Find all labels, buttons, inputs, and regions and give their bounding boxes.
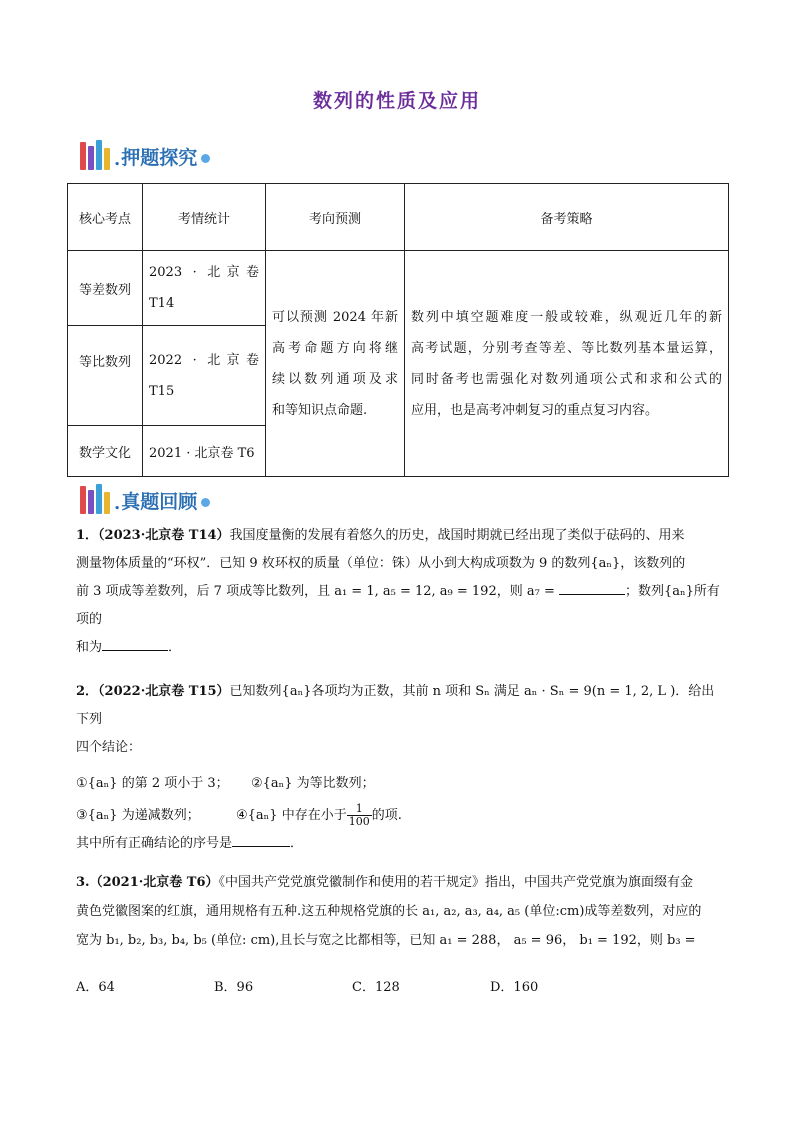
option-a[interactable]: A．64 [76, 980, 115, 995]
fraction [347, 803, 372, 828]
question-source: （2021·北京卷 T6） [89, 875, 219, 890]
question-text: 四个结论： [76, 740, 142, 755]
stat-cell: 2021 · 北京卷 T6 [143, 426, 266, 477]
header-cell: 考向预测 [266, 184, 405, 251]
prediction-line: 和等知识点命题. [272, 402, 368, 418]
conclusion-4-end: 的项. [371, 808, 402, 823]
question-text: 已知数列{aₙ}各项均为正数，其前 n 项和 Sₙ 满足 aₙ · Sₙ = 9(n = 1, 2, L )．给出下列 [76, 684, 715, 727]
question-3 [76, 868, 722, 955]
prediction-line: 高考命题方向将继 [272, 340, 398, 356]
conclusion-2: ②{aₙ} 为等比数列； [250, 776, 375, 791]
stat-line: T15 [149, 383, 175, 399]
option-c[interactable]: C．128 [352, 980, 400, 995]
question-text: 其中所有正确结论的序号是 [76, 836, 233, 851]
table-row [68, 251, 729, 326]
section-header-predict: . 押题探究 [80, 136, 210, 170]
section-label: 押题探究 [121, 147, 198, 169]
dot-icon [201, 498, 210, 507]
question-text: 和为 [76, 640, 103, 655]
answer-blank[interactable] [232, 832, 290, 847]
question-text: 宽为 b₁, b₂, b₃, b₄, b₅ (单位: cm),且长与宽之比都相等，已知 a₁ = 288， a₅ = 96， b₁ = 192，则 b₃ = [76, 933, 696, 948]
fraction-numerator: 1 [347, 803, 372, 816]
conclusion-4: ④{aₙ} 中存在小于 [236, 808, 347, 823]
answer-blank[interactable] [559, 580, 625, 595]
question-2 [76, 678, 722, 858]
strategy-line: 高考试题，分别考查等差、等比数列基本量运算， [411, 340, 722, 356]
stat-line: 2022 · 北京卷 [149, 352, 259, 368]
books-icon [80, 484, 110, 514]
topic-cell: 等比数列 [68, 326, 143, 426]
stat-line: 2023 · 北京卷 [149, 265, 259, 280]
section-label: 真题回顾 [121, 491, 198, 513]
stat-line: T14 [149, 296, 175, 311]
conclusion-3: ③{aₙ} 为递减数列； [76, 808, 200, 823]
question-1 [76, 522, 722, 662]
question-source: （2023·北京卷 T14） [98, 528, 230, 543]
header-cell: 考情统计 [143, 184, 266, 251]
prediction-line: 续以数列通项及求 [272, 371, 398, 387]
dot-icon [201, 154, 210, 163]
question-text: 黄色党徽图案的红旗，通用规格有五种.这五种规格党旗的长 a₁, a₂, a₃, a₄, a₅ (单位:cm)成等差数列，对应的 [76, 904, 702, 919]
strategy-line: 数列中填空题难度一般或较难，纵观近几年的新 [411, 309, 722, 325]
stat-cell [143, 251, 266, 326]
exam-analysis-table [67, 183, 729, 477]
section-header-review: . 真题回顾 [80, 480, 210, 514]
question-number: 2． [76, 684, 99, 699]
question-source: （2022·北京卷 T15） [98, 684, 230, 699]
question-number: 3. [76, 875, 90, 890]
prediction-cell [266, 251, 405, 477]
header-cell: 备考策略 [405, 184, 729, 251]
option-d[interactable]: D．160 [490, 980, 539, 995]
fraction-denominator: 100 [348, 815, 370, 828]
stat-cell [143, 326, 266, 426]
topic-cell: 等差数列 [68, 251, 143, 326]
prediction-line: 可以预测 2024 年新 [272, 309, 398, 325]
question-text: 我国度量衡的发展有着悠久的历史，战国时期就已经出现了类似于砝码的、用来 [229, 528, 685, 543]
strategy-line: 应用，也是高考冲刺复习的重点复习内容。 [411, 402, 659, 418]
topic-cell: 数学文化 [68, 426, 143, 477]
table-header-row [68, 184, 729, 251]
header-cell: 核心考点 [68, 184, 143, 251]
books-icon [80, 140, 110, 170]
question-text: ． [168, 640, 182, 655]
strategy-cell [405, 251, 729, 477]
conclusion-1: ①{aₙ} 的第 2 项小于 3； [76, 776, 229, 791]
question-text: 测量物体质量的“环权”．已知 9 枚环权的质量（单位：铢）从小到大构成项数为 9 的数列{aₙ}，该数列的 [76, 556, 686, 571]
answer-blank[interactable] [102, 636, 168, 651]
page-title: 数列的性质及应用 [312, 90, 481, 112]
question-text: 前 3 项成等差数列，后 7 项成等比数列，且 a₁ = 1, a₅ = 12, a₉ = 192，则 a₇ = [76, 584, 559, 599]
question-text: ． [290, 836, 304, 851]
strategy-line: 同时备考也需强化对数列通项公式和求和公式的 [411, 371, 722, 387]
question-text: ；数列{aₙ}所有项的 [76, 584, 720, 627]
option-b[interactable]: B．96 [214, 980, 254, 995]
question-number: 1． [76, 528, 99, 543]
question-text: 《中国共产党党旗党徽制作和使用的若干规定》指出，中国共产党党旗为旗面缀有金 [218, 875, 694, 890]
